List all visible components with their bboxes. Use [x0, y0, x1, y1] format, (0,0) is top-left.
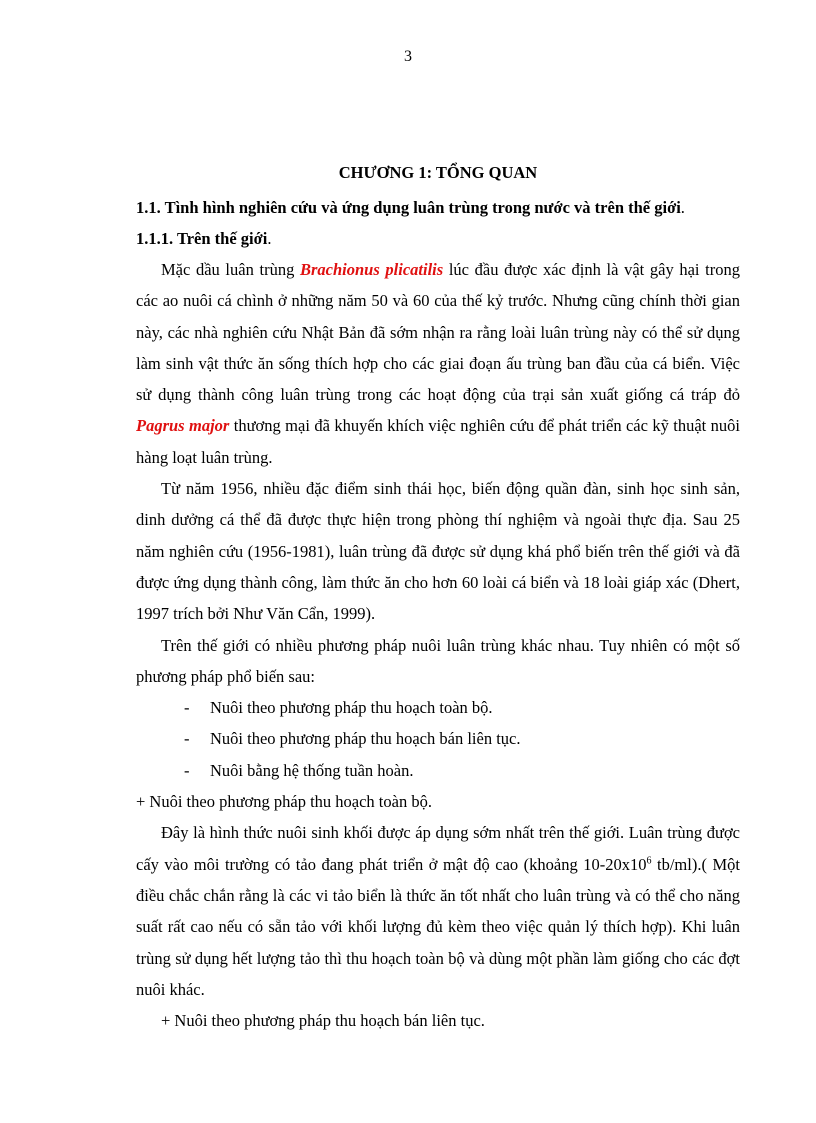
section-heading-1-1-1-period: . — [267, 229, 272, 248]
list-item — [184, 692, 740, 723]
section-heading-1-1-text: 1.1. Tình hình nghiên cứu và ứng dụng luân trùng trong nước và trên thế giới — [136, 198, 681, 217]
paragraph-1-part-1: Mặc dầu luân trùng — [161, 260, 300, 279]
list-item — [184, 755, 740, 786]
paragraph-1 — [136, 254, 740, 473]
superscript-exponent: 6 — [646, 855, 652, 867]
list-dash: - — [184, 698, 190, 718]
list-dash: - — [184, 729, 190, 749]
section-heading-1-1 — [136, 192, 740, 223]
list-item — [184, 723, 740, 754]
list-dash: - — [184, 760, 190, 780]
paragraph-4-part-1: Đây là hình thức nuôi sinh khối được áp dụng sớm nhất trên thế giới. Luân trùng được cấy vào môi trường có tảo đang phát triển ở mật độ cao (khoảng 10-20x10 — [136, 823, 740, 874]
section-heading-1-1-period: . — [680, 198, 685, 217]
document-body — [136, 160, 740, 1036]
paragraph-1-part-2: lúc đầu được xác định là vật gây hại trong các ao nuôi cá chình ở những năm 50 và 60 của thế kỷ trước. Nhưng cũng chính thời gian này, các nhà nghiên cứu Nhật Bản đã sớm nhận ra rằng loài luân trùng này có thể sử dụng làm sinh vật thức ăn sống thích hợp cho các giai đoạn ấu trùng ban đầu của cá biển. Việc sử dụng thành công luân trùng trong các hoạt động của trại sản xuất giống cá tráp đỏ — [136, 260, 740, 405]
list-item-text: Nuôi theo phương pháp thu hoạch bán liên tục. — [210, 729, 521, 749]
subheading-full-harvest: + Nuôi theo phương pháp thu hoạch toàn bộ. — [136, 792, 432, 812]
paragraph-4-part-2: tb/ml).( Một điều chắc chắn rằng là các vi tảo biển là thức ăn tốt nhất cho luân trùng và có thể cho năng suất rất cao nếu có sẵn tảo với khối lượng đủ kèm theo việc quản lý thích hợp). Khi luân trùng sử dụng hết lượng tảo thì thu hoạch toàn bộ và dùng một phần làm giống cho các đợt nuôi khác. — [136, 854, 740, 999]
paragraph-1-part-3: thương mại đã khuyến khích việc nghiên cứu để phát triển các kỹ thuật nuôi hàng loạt luân trùng. — [136, 416, 741, 467]
chapter-title: CHƯƠNG 1: TỔNG QUAN — [338, 163, 538, 182]
list-item-text: Nuôi theo phương pháp thu hoạch toàn bộ. — [210, 698, 493, 718]
section-heading-1-1-1 — [136, 223, 740, 254]
species-name-pagrus: Pagrus major — [136, 416, 230, 436]
species-name-brachionus: Brachionus plicatilis — [299, 260, 444, 279]
section-heading-1-1-1-text: 1.1.1. Trên thế giới — [136, 229, 268, 248]
list-item-text: Nuôi bằng hệ thống tuần hoàn. — [210, 760, 414, 780]
page-number: 3 — [404, 48, 412, 65]
paragraph-2: Từ năm 1956, nhiều đặc điểm sinh thái học, biến động quần đàn, sinh học sinh sản, dinh dưởng cá thể đã được thực hiện trong phòng thí nghiệm và ngoài thực địa. Sau 25 năm nghiên cứu (1956-1981), luân trùng đã được sử dụng khá phổ biến trên thế giới và đã được ứng dụng thành công, làm thức ăn cho hơn 60 loài cá biển và 18 loài giáp xác (Dhert, 1997 trích bởi Như Văn Cẩn, 1999). — [136, 479, 740, 624]
paragraph-3: Trên thế giới có nhiều phương pháp nuôi luân trùng khác nhau. Tuy nhiên có một số phương pháp phổ biến sau: — [136, 635, 740, 686]
subheading-semi-continuous: + Nuôi theo phương pháp thu hoạch bán liên tục. — [161, 1011, 485, 1031]
paragraph-4 — [136, 817, 740, 1005]
methods-list — [136, 692, 740, 786]
